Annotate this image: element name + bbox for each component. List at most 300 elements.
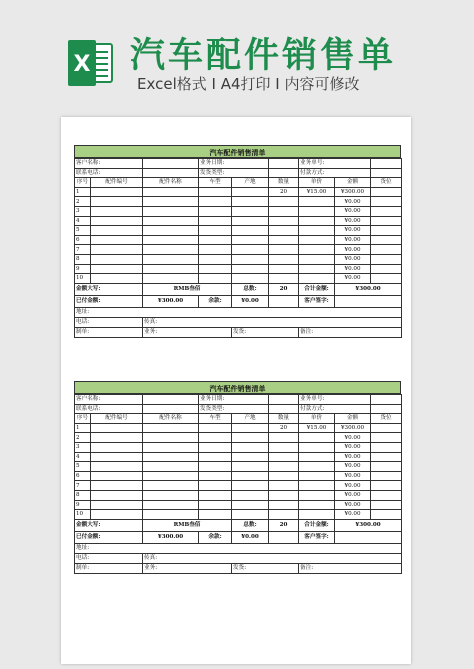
quantity-cell[interactable]: 20: [269, 187, 299, 197]
part-name-cell[interactable]: [143, 216, 199, 226]
quantity-cell[interactable]: [269, 500, 299, 510]
location-cell[interactable]: [371, 462, 402, 472]
part-name-cell[interactable]: [143, 442, 199, 452]
amount-cell: ¥0.00: [335, 433, 371, 443]
banner-subtitle: Excel格式 I A4打印 I 内容可修改: [137, 75, 360, 93]
origin-cell[interactable]: [232, 245, 269, 255]
origin-cell[interactable]: [232, 490, 269, 500]
signature-field[interactable]: [335, 531, 402, 543]
phone-label[interactable]: 电话:: [75, 317, 143, 327]
info-label: 发货类型:: [199, 404, 269, 414]
table-row: [75, 510, 402, 520]
price-cell[interactable]: [299, 197, 335, 207]
balance-label: 余款:: [199, 295, 232, 307]
table-row: [75, 490, 402, 500]
table-row: [75, 452, 402, 462]
location-cell[interactable]: [371, 216, 402, 226]
price-cell[interactable]: [299, 235, 335, 245]
quantity-cell[interactable]: [269, 510, 299, 520]
model-cell[interactable]: [199, 433, 232, 443]
banner-title: 汽车配件销售单: [130, 36, 397, 76]
part-number-cell[interactable]: [91, 481, 143, 491]
sales-table: [74, 394, 402, 574]
origin-cell[interactable]: [232, 452, 269, 462]
quantity-cell[interactable]: [269, 235, 299, 245]
amount-cell: ¥0.00: [335, 471, 371, 481]
row-number: 7: [75, 245, 91, 255]
info-label: 客户名称:: [75, 395, 143, 405]
row-number: 9: [75, 500, 91, 510]
column-header: 配件名称: [143, 414, 199, 424]
origin-cell[interactable]: [232, 206, 269, 216]
row-number: 4: [75, 452, 91, 462]
part-number-cell[interactable]: [91, 187, 143, 197]
clerk-label[interactable]: 业务:: [143, 327, 232, 337]
info-label: 付款方式:: [299, 404, 371, 414]
price-cell[interactable]: [299, 245, 335, 255]
amount-cell: ¥0.00: [335, 452, 371, 462]
location-cell[interactable]: [371, 471, 402, 481]
amount-cell: ¥0.00: [335, 216, 371, 226]
paid-label: 已付金额:: [75, 531, 143, 543]
info-label: 发货类型:: [199, 168, 269, 178]
column-header: 数量: [269, 178, 299, 188]
maker-label[interactable]: 制单:: [75, 327, 143, 337]
part-number-cell[interactable]: [91, 235, 143, 245]
part-name-cell[interactable]: [143, 471, 199, 481]
info-label: 业务日期:: [199, 395, 269, 405]
table-row: [75, 500, 402, 510]
origin-cell[interactable]: [232, 264, 269, 274]
info-value[interactable]: [269, 168, 299, 178]
table-row: [75, 254, 402, 264]
part-name-cell[interactable]: [143, 254, 199, 264]
column-header: 单价: [299, 414, 335, 424]
table-row: [75, 481, 402, 491]
phone-row: [75, 553, 402, 563]
amount-cell: ¥0.00: [335, 274, 371, 284]
paid-value: ¥300.00: [143, 531, 199, 543]
table-row: [75, 235, 402, 245]
location-cell[interactable]: [371, 197, 402, 207]
quantity-cell[interactable]: [269, 216, 299, 226]
price-cell[interactable]: ¥15.00: [299, 187, 335, 197]
origin-cell[interactable]: [232, 433, 269, 443]
amount-cell: ¥0.00: [335, 510, 371, 520]
part-name-cell[interactable]: [143, 274, 199, 284]
sales-table: [74, 158, 402, 338]
origin-cell[interactable]: [232, 274, 269, 284]
model-cell[interactable]: [199, 452, 232, 462]
price-cell[interactable]: [299, 452, 335, 462]
amount-cell: ¥300.00: [335, 187, 371, 197]
table-row: [75, 471, 402, 481]
maker-label[interactable]: 制单:: [75, 563, 143, 573]
price-cell[interactable]: [299, 264, 335, 274]
part-name-cell[interactable]: [143, 433, 199, 443]
signature-label: 客户签字:: [299, 295, 335, 307]
model-cell[interactable]: [199, 264, 232, 274]
info-label: 付款方式:: [299, 168, 371, 178]
origin-cell[interactable]: [232, 442, 269, 452]
ship-label[interactable]: 发货:: [232, 327, 299, 337]
part-name-cell[interactable]: [143, 235, 199, 245]
column-header: 产地: [232, 414, 269, 424]
part-name-cell[interactable]: [143, 490, 199, 500]
column-header: 车型: [199, 178, 232, 188]
info-row: [75, 168, 402, 178]
row-number: 9: [75, 264, 91, 274]
amount-cell: ¥0.00: [335, 254, 371, 264]
price-cell[interactable]: [299, 433, 335, 443]
balance-value: ¥0.00: [232, 531, 269, 543]
info-value[interactable]: [143, 168, 199, 178]
part-name-cell[interactable]: [143, 452, 199, 462]
model-cell[interactable]: [199, 187, 232, 197]
address-label[interactable]: 地址:: [75, 543, 402, 553]
sales-sheet-2: [74, 381, 401, 574]
part-name-cell[interactable]: [143, 264, 199, 274]
location-cell[interactable]: [371, 226, 402, 236]
location-cell[interactable]: [371, 254, 402, 264]
column-header: 序号: [75, 178, 91, 188]
table-row: [75, 206, 402, 216]
info-row: [75, 404, 402, 414]
quantity-cell[interactable]: [269, 433, 299, 443]
clerk-label[interactable]: 业务:: [143, 563, 232, 573]
row-number: 1: [75, 187, 91, 197]
part-number-cell[interactable]: [91, 452, 143, 462]
info-label: 业务单号:: [299, 395, 371, 405]
price-cell[interactable]: [299, 500, 335, 510]
excel-icon: [66, 38, 116, 88]
table-row: [75, 216, 402, 226]
info-label: 客户名称:: [75, 159, 143, 169]
row-number: 3: [75, 442, 91, 452]
part-number-cell[interactable]: [91, 490, 143, 500]
quantity-cell[interactable]: [269, 490, 299, 500]
table-row: [75, 226, 402, 236]
amount-words-value: RMB叁佰: [143, 283, 232, 295]
amount-words-label: 金额大写:: [75, 283, 143, 295]
price-cell[interactable]: [299, 442, 335, 452]
note-label[interactable]: 备注:: [299, 563, 402, 573]
model-cell[interactable]: [199, 274, 232, 284]
info-label: 业务日期:: [199, 159, 269, 169]
amount-cell: ¥0.00: [335, 481, 371, 491]
table-row: [75, 462, 402, 472]
info-value[interactable]: [143, 395, 199, 405]
row-number: 10: [75, 510, 91, 520]
part-number-cell[interactable]: [91, 500, 143, 510]
quantity-cell[interactable]: [269, 245, 299, 255]
origin-cell[interactable]: [232, 216, 269, 226]
fax-label[interactable]: 传真:: [143, 317, 402, 327]
column-header: 序号: [75, 414, 91, 424]
total-qty-label: 总数:: [232, 283, 269, 295]
banner: [0, 0, 474, 112]
total-qty-label: 总数:: [232, 519, 269, 531]
column-header: 金额: [335, 178, 371, 188]
quantity-cell[interactable]: [269, 206, 299, 216]
model-cell[interactable]: [199, 245, 232, 255]
amount-words-value: RMB叁佰: [143, 519, 232, 531]
location-cell[interactable]: [371, 245, 402, 255]
info-value[interactable]: [371, 404, 402, 414]
column-header-row: [75, 178, 402, 188]
info-value[interactable]: [269, 159, 299, 169]
part-number-cell[interactable]: [91, 423, 143, 433]
signature-label: 客户签字:: [299, 531, 335, 543]
info-label: 联系电话:: [75, 404, 143, 414]
info-label: 业务单号:: [299, 159, 371, 169]
column-header: 金额: [335, 414, 371, 424]
model-cell[interactable]: [199, 423, 232, 433]
location-cell[interactable]: [371, 442, 402, 452]
location-cell[interactable]: [371, 274, 402, 284]
quantity-cell[interactable]: [269, 226, 299, 236]
amount-cell: ¥0.00: [335, 490, 371, 500]
quantity-cell[interactable]: [269, 452, 299, 462]
price-cell[interactable]: [299, 490, 335, 500]
row-number: 2: [75, 197, 91, 207]
excel-icon-letter: X: [73, 52, 91, 77]
price-cell[interactable]: [299, 216, 335, 226]
info-value[interactable]: [371, 168, 402, 178]
row-number: 8: [75, 490, 91, 500]
location-cell[interactable]: [371, 490, 402, 500]
spacer-cell: [269, 295, 299, 307]
info-row: [75, 159, 402, 169]
balance-label: 余款:: [199, 531, 232, 543]
quantity-cell[interactable]: [269, 274, 299, 284]
part-name-cell[interactable]: [143, 187, 199, 197]
origin-cell[interactable]: [232, 235, 269, 245]
model-cell[interactable]: [199, 226, 232, 236]
amount-cell: ¥0.00: [335, 264, 371, 274]
total-qty-value: 20: [269, 519, 299, 531]
payment-row: [75, 531, 402, 543]
location-cell[interactable]: [371, 423, 402, 433]
row-number: 2: [75, 433, 91, 443]
row-number: 6: [75, 235, 91, 245]
part-number-cell[interactable]: [91, 510, 143, 520]
spacer-cell: [269, 531, 299, 543]
table-row: [75, 264, 402, 274]
row-number: 4: [75, 216, 91, 226]
origin-cell[interactable]: [232, 197, 269, 207]
info-label: 联系电话:: [75, 168, 143, 178]
row-number: 8: [75, 254, 91, 264]
price-cell[interactable]: [299, 254, 335, 264]
model-cell[interactable]: [199, 442, 232, 452]
model-cell[interactable]: [199, 490, 232, 500]
model-cell[interactable]: [199, 471, 232, 481]
price-cell[interactable]: [299, 471, 335, 481]
amount-words-label: 金额大写:: [75, 519, 143, 531]
origin-cell[interactable]: [232, 481, 269, 491]
origin-cell[interactable]: [232, 226, 269, 236]
paper-page: [61, 117, 411, 664]
price-cell[interactable]: [299, 462, 335, 472]
location-cell[interactable]: [371, 187, 402, 197]
amount-cell: ¥300.00: [335, 423, 371, 433]
info-value[interactable]: [269, 395, 299, 405]
column-header: 配件编号: [91, 178, 143, 188]
amount-cell: ¥0.00: [335, 197, 371, 207]
signature-field[interactable]: [335, 295, 402, 307]
price-cell[interactable]: [299, 206, 335, 216]
total-amount-value: ¥300.00: [335, 283, 402, 295]
price-cell[interactable]: ¥15.00: [299, 423, 335, 433]
location-cell[interactable]: [371, 235, 402, 245]
table-row: [75, 423, 402, 433]
column-header: 配件编号: [91, 414, 143, 424]
info-row: [75, 395, 402, 405]
part-number-cell[interactable]: [91, 442, 143, 452]
part-number-cell[interactable]: [91, 197, 143, 207]
model-cell[interactable]: [199, 235, 232, 245]
part-name-cell[interactable]: [143, 206, 199, 216]
location-cell[interactable]: [371, 206, 402, 216]
location-cell[interactable]: [371, 452, 402, 462]
model-cell[interactable]: [199, 216, 232, 226]
summary-row: [75, 519, 402, 531]
part-number-cell[interactable]: [91, 226, 143, 236]
paid-label: 已付金额:: [75, 295, 143, 307]
signoff-row: [75, 327, 402, 337]
origin-cell[interactable]: [232, 500, 269, 510]
info-value[interactable]: [371, 159, 402, 169]
info-value[interactable]: [143, 159, 199, 169]
location-cell[interactable]: [371, 433, 402, 443]
part-name-cell[interactable]: [143, 481, 199, 491]
origin-cell[interactable]: [232, 254, 269, 264]
column-header-row: [75, 414, 402, 424]
address-label[interactable]: 地址:: [75, 307, 402, 317]
row-number: 5: [75, 226, 91, 236]
part-number-cell[interactable]: [91, 245, 143, 255]
origin-cell[interactable]: [232, 510, 269, 520]
part-number-cell[interactable]: [91, 462, 143, 472]
table-row: [75, 187, 402, 197]
model-cell[interactable]: [199, 206, 232, 216]
price-cell[interactable]: [299, 226, 335, 236]
amount-cell: ¥0.00: [335, 226, 371, 236]
part-number-cell[interactable]: [91, 274, 143, 284]
note-label[interactable]: 备注:: [299, 327, 402, 337]
column-header: 货位: [371, 414, 402, 424]
part-number-cell[interactable]: [91, 216, 143, 226]
part-name-cell[interactable]: [143, 197, 199, 207]
location-cell[interactable]: [371, 481, 402, 491]
quantity-cell[interactable]: 20: [269, 423, 299, 433]
sheet-title: 汽车配件销售清单: [74, 145, 401, 158]
quantity-cell[interactable]: [269, 481, 299, 491]
part-name-cell[interactable]: [143, 226, 199, 236]
part-name-cell[interactable]: [143, 423, 199, 433]
row-number: 5: [75, 462, 91, 472]
summary-row: [75, 283, 402, 295]
info-value[interactable]: [371, 395, 402, 405]
row-number: 3: [75, 206, 91, 216]
quantity-cell[interactable]: [269, 471, 299, 481]
amount-cell: ¥0.00: [335, 442, 371, 452]
row-number: 6: [75, 471, 91, 481]
fax-label[interactable]: 传真:: [143, 553, 402, 563]
column-header: 配件名称: [143, 178, 199, 188]
column-header: 数量: [269, 414, 299, 424]
amount-cell: ¥0.00: [335, 500, 371, 510]
amount-cell: ¥0.00: [335, 206, 371, 216]
info-value[interactable]: [143, 404, 199, 414]
table-row: [75, 245, 402, 255]
table-row: [75, 442, 402, 452]
payment-row: [75, 295, 402, 307]
part-number-cell[interactable]: [91, 206, 143, 216]
part-name-cell[interactable]: [143, 510, 199, 520]
part-number-cell[interactable]: [91, 264, 143, 274]
column-header: 货位: [371, 178, 402, 188]
location-cell[interactable]: [371, 500, 402, 510]
quantity-cell[interactable]: [269, 264, 299, 274]
table-row: [75, 433, 402, 443]
quantity-cell[interactable]: [269, 442, 299, 452]
part-number-cell[interactable]: [91, 433, 143, 443]
model-cell[interactable]: [199, 197, 232, 207]
quantity-cell[interactable]: [269, 462, 299, 472]
part-name-cell[interactable]: [143, 500, 199, 510]
address-row: [75, 543, 402, 553]
model-cell[interactable]: [199, 500, 232, 510]
column-header: 单价: [299, 178, 335, 188]
price-cell[interactable]: [299, 510, 335, 520]
model-cell[interactable]: [199, 254, 232, 264]
total-amount-value: ¥300.00: [335, 519, 402, 531]
table-row: [75, 197, 402, 207]
phone-row: [75, 317, 402, 327]
ship-label[interactable]: 发货:: [232, 563, 299, 573]
balance-value: ¥0.00: [232, 295, 269, 307]
amount-cell: ¥0.00: [335, 245, 371, 255]
part-number-cell[interactable]: [91, 471, 143, 481]
origin-cell[interactable]: [232, 423, 269, 433]
model-cell[interactable]: [199, 462, 232, 472]
model-cell[interactable]: [199, 510, 232, 520]
price-cell[interactable]: [299, 481, 335, 491]
price-cell[interactable]: [299, 274, 335, 284]
quantity-cell[interactable]: [269, 197, 299, 207]
origin-cell[interactable]: [232, 462, 269, 472]
total-amount-label: 合计金额:: [299, 519, 335, 531]
sales-sheet-1: [74, 145, 401, 338]
model-cell[interactable]: [199, 481, 232, 491]
signoff-row: [75, 563, 402, 573]
origin-cell[interactable]: [232, 471, 269, 481]
part-number-cell[interactable]: [91, 254, 143, 264]
part-name-cell[interactable]: [143, 245, 199, 255]
info-value[interactable]: [269, 404, 299, 414]
column-header: 产地: [232, 178, 269, 188]
location-cell[interactable]: [371, 510, 402, 520]
quantity-cell[interactable]: [269, 254, 299, 264]
origin-cell[interactable]: [232, 187, 269, 197]
row-number: 1: [75, 423, 91, 433]
location-cell[interactable]: [371, 264, 402, 274]
part-name-cell[interactable]: [143, 462, 199, 472]
phone-label[interactable]: 电话:: [75, 553, 143, 563]
paid-value: ¥300.00: [143, 295, 199, 307]
